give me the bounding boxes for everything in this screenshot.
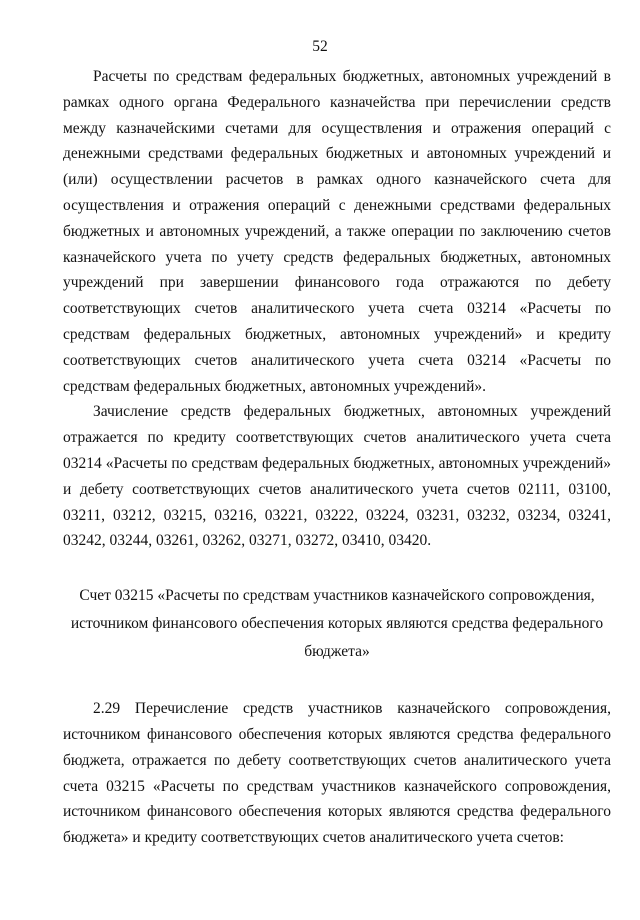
document-body [63, 64, 611, 851]
paragraph-crediting: Зачисление средств федеральных бюджетных, автономных учреждений отражается по кредиту соответствующих счетов аналитического учета счета 03214 «Расчеты по средствам федеральных бюджетных, автономных учреждений» и дебету соответствующих счетов аналитического учета счетов 02111, 03100, 03211, 03212, 03215, 03216, 03221, 03222, 03224, 03231, 03232, 03234, 03241, 03242, 03244, 03261, 03262, 03271, 03272, 03410, 03420. [63, 403, 611, 550]
paragraph-settlements: Расчеты по средствам федеральных бюджетных, автономных учреждений в рамках одного органа Федерального казначейства при перечислении средств между казначейскими счетами для осуществления и отражения операций с денежными средствами федеральных бюджетных и автономных учреждений и (или) осуществлении расчетов в рамках одного казначейского счета для осуществления и отражения операций с денежными средствами федеральных бюджетных и автономных учреждений, а также операции по заключению счетов казначейского учета по учету средств федеральных бюджетных, автономных учреждений при завершении финансового года отражаются по дебету соответствующих счетов аналитического учета счета 03214 «Расчеты по средствам федеральных бюджетных, автономных учреждений» и кредиту соответствующих счетов аналитического учета счета 03214 «Расчеты по средствам федеральных бюджетных, автономных учреждений». [63, 68, 611, 395]
clause-2-29: 2.29 Перечисление средств участников казначейского сопровождения, источником финансового обеспечения которых являются средства федерального бюджета, отражается по дебету соответствующих счетов аналитического учета счета 03215 «Расчеты по средствам участников казначейского сопровождения, источником финансового обеспечения которых являются средства федерального бюджета» и кредиту соответствующих счетов аналитического учета счетов: [63, 700, 611, 847]
page-number: 52 [312, 38, 328, 55]
section-heading: Счет 03215 «Расчеты по средствам участников казначейского сопровождения, источником финансового обеспечения которых являются средства федерального бюджета» [70, 587, 604, 661]
